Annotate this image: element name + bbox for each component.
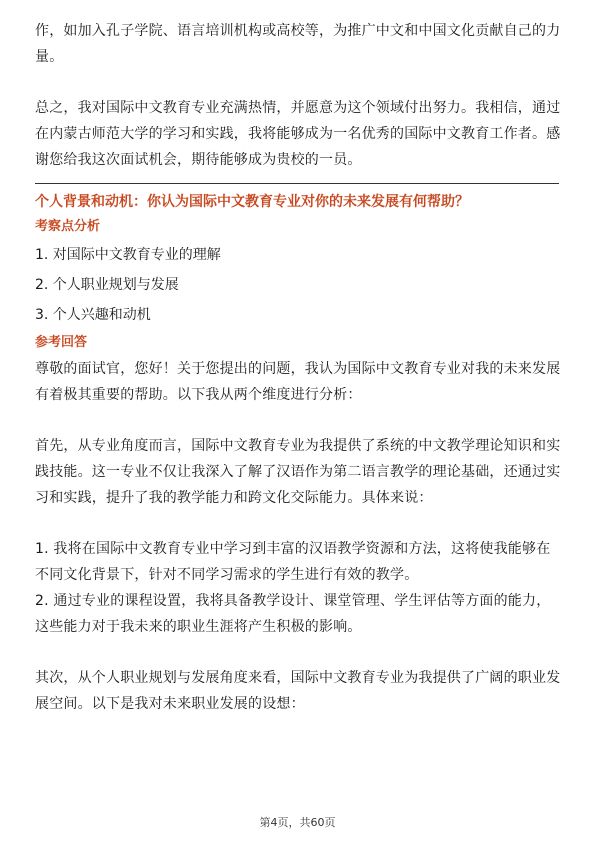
paragraph-gap xyxy=(35,640,563,665)
paragraph-gap xyxy=(35,70,563,95)
question-title: 个人背景和动机：你认为国际中文教育专业对你的未来发展有何帮助？ xyxy=(35,194,469,210)
answer-heading: 参考回答 xyxy=(35,335,88,350)
paragraph-gap xyxy=(35,511,563,536)
intro-paragraph-continuation: 作，如加入孔子学院、语言培训机构或高校等，为推广中文和中国文化贡献自己的力量。 xyxy=(35,23,561,65)
analysis-item: 1. 对国际中文教育专业的理解 xyxy=(35,247,221,263)
answer-point-2: 2. 通过专业的课程设置，我将具备教学设计、课堂管理、学生评估等方面的能力，这些能力对于我未来的职业生涯将产生积极的影响。 xyxy=(35,593,551,635)
answer-point-1: 1. 我将在国际中文教育专业中学习到丰富的汉语教学资源和方法，这将使我能够在不同文化背景下，针对不同学习需求的学生进行有效的教学。 xyxy=(35,541,551,583)
answer-paragraph-first: 首先，从专业角度而言，国际中文教育专业为我提供了系统的中文教学理论知识和实践技能。这一专业不仅让我深入了解了汉语作为第二语言教学的理论基础，还通过实习和实践，提升了我的教学能力和跨文化交际能力。具体来说： xyxy=(35,438,561,506)
answer-paragraph-opening: 尊敬的面试官，您好！关于您提出的问题，我认为国际中文教育专业对我的未来发展有着极其重要的帮助。以下我从两个维度进行分析： xyxy=(35,361,561,403)
analysis-item: 2. 个人职业规划与发展 xyxy=(35,277,179,293)
analysis-heading: 考察点分析 xyxy=(35,219,101,234)
page-content xyxy=(35,18,563,717)
paragraph-gap xyxy=(35,408,563,433)
analysis-item: 3. 个人兴趣和动机 xyxy=(35,307,151,323)
section-divider xyxy=(35,183,559,184)
page-number-footer: 第4页，共60页 xyxy=(259,816,336,829)
intro-paragraph-summary: 总之，我对国际中文教育专业充满热情，并愿意为这个领域付出努力。我相信，通过在内蒙古师范大学的学习和实践，我将能够成为一名优秀的国际中文教育工作者。感谢您给我这次面试机会，期待能够成为贵校的一员。 xyxy=(35,100,561,168)
answer-paragraph-second: 其次，从个人职业规划与发展角度来看，国际中文教育专业为我提供了广阔的职业发展空间。以下是我对未来职业发展的设想： xyxy=(35,670,561,712)
